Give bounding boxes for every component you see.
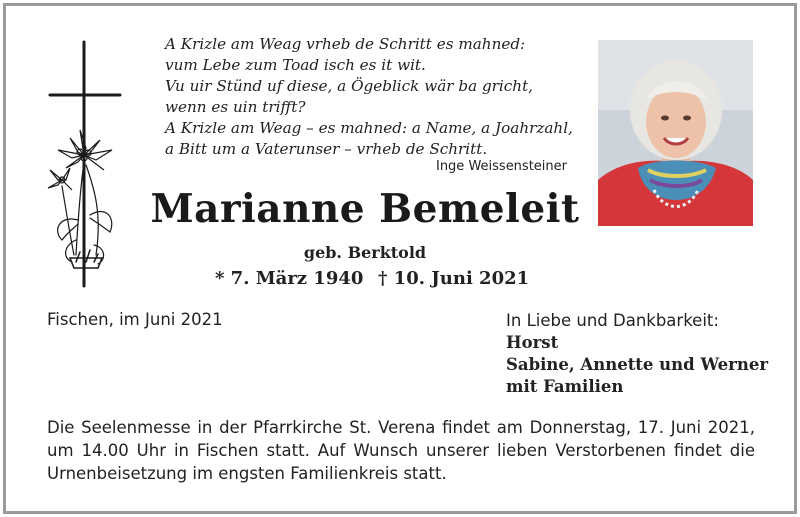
poem-line: wenn es uin trifft? bbox=[165, 98, 306, 116]
maiden-name: geb. Berktold bbox=[303, 243, 427, 262]
poem-line: vum Lebe zum Toad isch es it wit. bbox=[165, 56, 426, 74]
mourners-intro: In Liebe und Dankbarkeit: bbox=[506, 311, 719, 330]
portrait-photo bbox=[598, 40, 753, 226]
poem-author: Inge Weissensteiner bbox=[435, 159, 567, 174]
death-date: † 10. Juni 2021 bbox=[378, 268, 530, 289]
place-and-date: Fischen, im Juni 2021 bbox=[47, 310, 223, 329]
cross-with-edelweiss-icon bbox=[40, 40, 130, 288]
deceased-name: Marianne Bemeleit bbox=[150, 186, 580, 232]
poem-line: a Bitt um a Vaterunser – vrheb de Schritt. bbox=[165, 140, 488, 158]
service-notice: Die Seelenmesse in der Pfarrkirche St. Verena findet am Donnerstag, 17. Juni 2021, um 14.00 Uhr in Fischen statt. Auf Wunsch unserer lieben Verstorbenen findet die Urnenbeisetzung im engsten Familienkreis statt. bbox=[47, 418, 755, 483]
poem-line: A Krizle am Weag vrheb de Schritt es mahned: bbox=[165, 35, 526, 53]
mourners-block bbox=[506, 310, 768, 398]
mourner-name: Sabine, Annette und Werner bbox=[506, 355, 769, 374]
birth-date: * 7. März 1940 bbox=[215, 268, 364, 289]
mourner-name: mit Familien bbox=[506, 377, 624, 396]
poem bbox=[165, 34, 575, 160]
poem-line: Vu uir Stünd uf diese, a Ögeblick wär ba gricht, bbox=[165, 77, 534, 95]
mourner-name: Horst bbox=[506, 333, 559, 352]
poem-line: A Krizle am Weag – es mahned: a Name, a Joahrzahl, bbox=[165, 119, 573, 137]
